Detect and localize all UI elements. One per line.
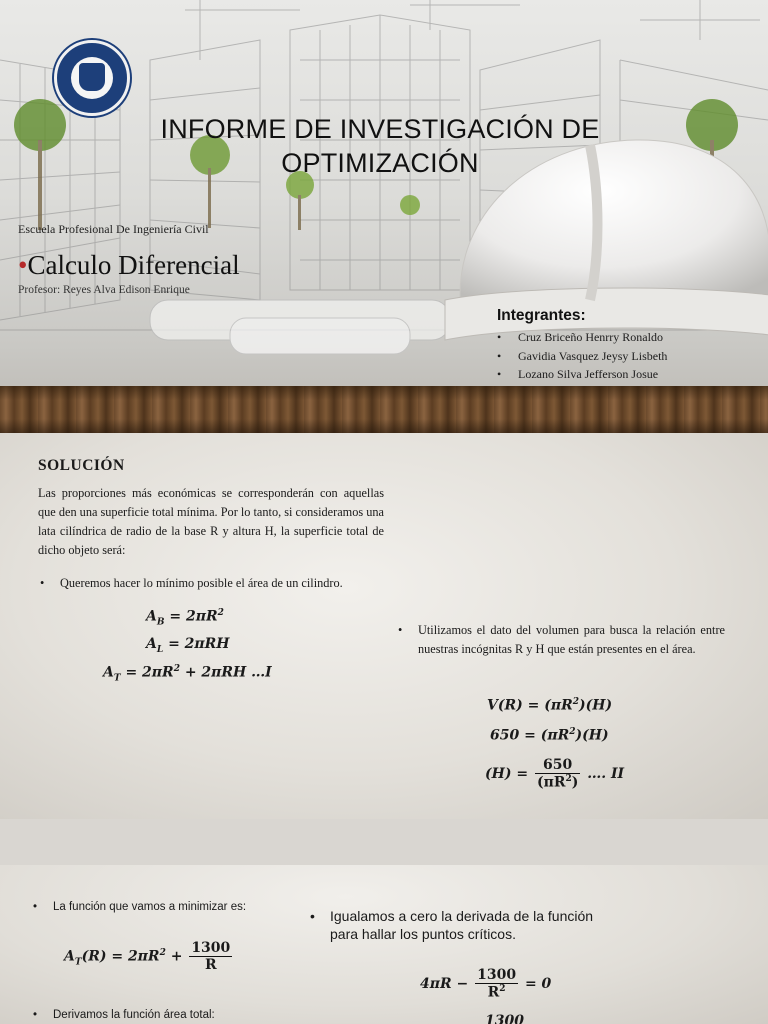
list-item: • Gavidia Vasquez Jeysy Lisbeth	[497, 348, 668, 363]
derivative-slide	[0, 865, 768, 1024]
equation-total-area: $A_T = 2\pi R^2 + 2\pi RH$ …I	[103, 664, 272, 684]
university-seal-logo	[54, 40, 130, 116]
equation-lateral-area: $A_L = 2\pi RH$	[146, 636, 230, 655]
blueprint-rolls	[150, 300, 450, 354]
equation-volume: $V(R) = (\pi R^2)(H)$	[487, 697, 613, 714]
bullet-critical-points: • Igualamos a cero la derivada de la función para hallar los puntos críticos.	[310, 908, 594, 942]
bullet-derive: • Derivamos la función área total:	[33, 1009, 215, 1021]
bullet-cylinder-area: • Queremos hacer lo mínimo posible el área de un cilindro.	[40, 576, 343, 590]
professor-name: Profesor: Reyes Alva Edison Enrique	[18, 284, 190, 296]
wood-floor-strip	[0, 386, 768, 433]
list-item: • Lozano Silva Jefferson Josue	[497, 367, 659, 381]
equation-height: (H) = $\frac{650}{(\pi R^2)}$ …. II	[485, 757, 625, 791]
page-title: INFORME DE INVESTIGACIÓN DE OPTIMIZACIÓN	[160, 114, 600, 178]
bullet-volume: • Utilizamos el dato del volumen para busca la relación entre nuestras incógnitas R y H que están presentes en el área.	[398, 623, 725, 656]
equation-volume-650: $650 = (\pi R^2)(H)$	[490, 727, 609, 744]
school-name: Escuela Profesional De Ingeniería Civil	[18, 222, 209, 236]
bullet-function: • La función que vamos a minimizar es:	[33, 901, 247, 913]
list-item: • Cruz Briceño Henrry Ronaldo	[497, 330, 663, 344]
solution-slide	[0, 433, 768, 819]
bullet-dot-icon: •	[18, 250, 28, 280]
team-heading: Integrantes:	[497, 307, 586, 324]
equation-base-area: $A_B = 2\pi R^2$	[146, 608, 224, 628]
course-name: •Calculo Diferencial	[18, 250, 240, 280]
equation-continuation: 1300	[485, 1013, 524, 1024]
section-heading: SOLUCIÓN	[38, 457, 125, 474]
title-slide	[0, 0, 768, 433]
equation-area-function: $A_T(R) = 2\pi R^2$ + $\frac{1300}{R}$	[64, 940, 231, 973]
equation-derivative-zero: 4πR − $\frac{1300}{R^2}$ = 0	[420, 967, 552, 1001]
intro-paragraph: Las proporciones más económicas se corresponderán con aquellas que den una superficie total mínima. Por lo tanto, si consideramos una lata cilíndrica de radio de la base R y altura H, la superficie total de dicho objeto será:	[38, 486, 384, 557]
